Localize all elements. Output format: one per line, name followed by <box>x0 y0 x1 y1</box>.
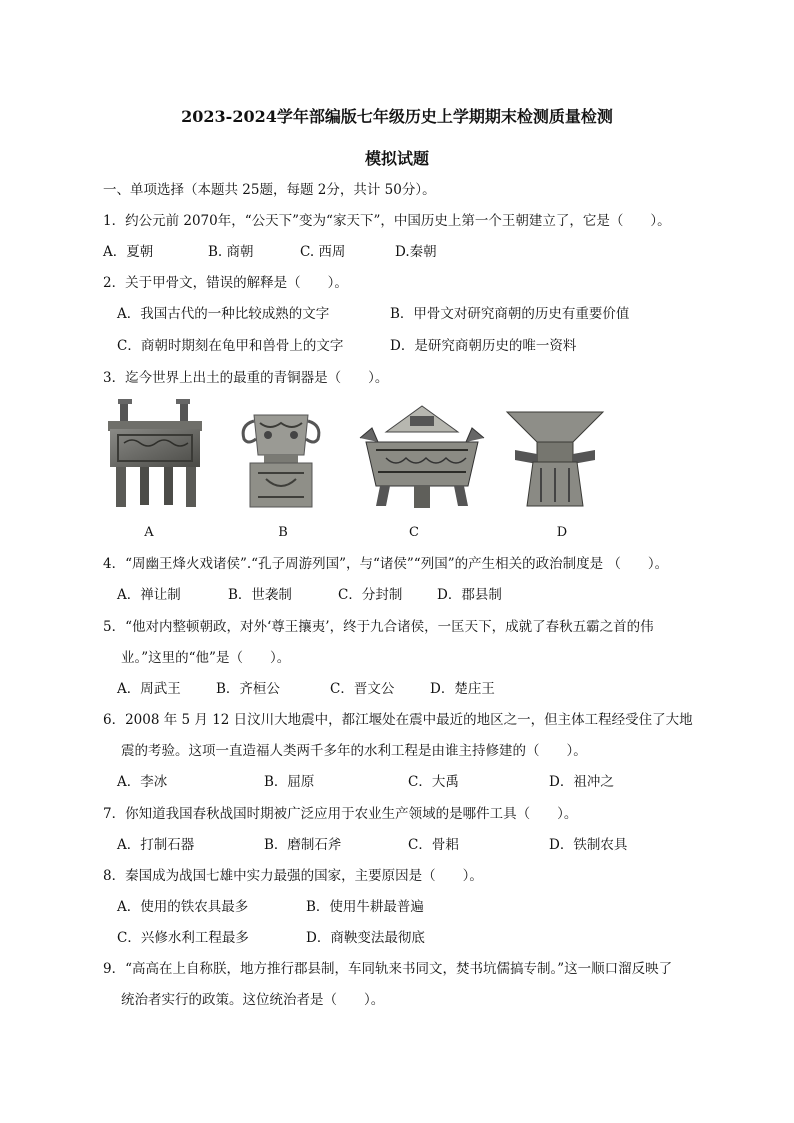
question-6-stem-line1: 6．2008 年 5 月 12 日汶川大地震中，都江堰处在震中最近的地区之一，但主体工程经受住了大地 <box>103 712 693 728</box>
question-8-option-c: C．兴修水利工程最多 <box>117 930 249 946</box>
question-5-stem-line2: 业。”这里的“他”是（ ）。 <box>121 650 291 666</box>
question-6-stem-line2: 震的考验。这项一直造福人类两千多年的水利工程是由谁主持修建的（ ）。 <box>121 743 587 759</box>
question-2-option-a: A．我国古代的一种比较成熟的文字 <box>117 306 330 322</box>
ritual-vessel-gui-icon <box>236 407 326 511</box>
question-8-stem: 8．秦国成为战国七雄中实力最强的国家，主要原因是（ ）。 <box>103 868 483 884</box>
question-5-option-c: C．晋文公 <box>330 681 395 697</box>
image-label-d: D <box>556 525 568 540</box>
image-label-a: A <box>144 525 154 540</box>
question-5-option-d: D．楚庄王 <box>430 681 495 697</box>
question-7-stem: 7．你知道我国春秋战国时期被广泛应用于农业生产领域的是哪件工具（ ）。 <box>103 806 578 822</box>
square-ding-icon <box>106 399 206 511</box>
gu-vessel-icon <box>505 406 605 510</box>
question-6-option-a: A．李冰 <box>117 774 168 790</box>
question-9-stem-line2: 统治者实行的政策。这位统治者是（ ）。 <box>121 992 385 1008</box>
question-4-option-c: C．分封制 <box>338 587 403 603</box>
question-4-stem: 4．“周幽王烽火戏诸侯”.“孔子周游列国”，与“诸侯”“列国”的产生相关的政治制度是 （ ）。 <box>103 556 669 572</box>
section-header: 一、单项选择（本题共 25题，每题 2分，共计 50分）。 <box>103 182 436 198</box>
question-7-option-b: B．磨制石斧 <box>264 837 342 853</box>
question-6-option-c: C．大禹 <box>408 774 459 790</box>
question-8-option-b: B．使用牛耕最普遍 <box>306 899 424 915</box>
question-5-option-b: B．齐桓公 <box>216 681 280 697</box>
question-5-option-a: A．周武王 <box>117 681 181 697</box>
question-2-option-b: B．甲骨文对研究商朝的历史有重要价值 <box>390 306 630 322</box>
question-1-option-c: C. 西周 <box>300 244 346 260</box>
question-1-option-a: A．夏朝 <box>103 244 154 260</box>
question-6-option-d: D．祖冲之 <box>549 774 614 790</box>
question-2-option-c: C．商朝时期刻在龟甲和兽骨上的文字 <box>117 338 344 354</box>
question-7-option-c: C．骨耜 <box>408 837 459 853</box>
question-9-stem-line1: 9．“高高在上自称朕，地方推行郡县制，车同轨来书同文，焚书坑儒搞专制。”这一顺口溜反映了 <box>103 961 673 977</box>
question-2-option-d: D．是研究商朝历史的唯一资料 <box>390 338 577 354</box>
question-5-stem-line1: 5．“他对内整顿朝政，对外‘尊王攘夷’，终于九合诸侯，一匡天下，成就了春秋五霸之首的伟 <box>103 619 654 635</box>
question-4-option-b: B．世袭制 <box>228 587 292 603</box>
question-8-option-d: D．商鞅变法最彻底 <box>306 930 425 946</box>
image-label-c: C <box>409 525 419 540</box>
question-3-stem: 3．迄今世界上出土的最重的青铜器是（ ）。 <box>103 370 389 386</box>
zun-pan-icon <box>356 402 488 512</box>
exam-subtitle: 模拟试题 <box>364 149 429 168</box>
exam-title: 2023-2024学年部编版七年级历史上学期期末检测质量检测 <box>181 107 613 126</box>
question-1-stem: 1．约公元前 2070年，“公天下”变为“家天下”，中国历史上第一个王朝建立了，它是（ ）。 <box>103 213 671 229</box>
question-2-stem: 2．关于甲骨文，错误的解释是（ ）。 <box>103 275 348 291</box>
image-label-b: B <box>278 525 288 540</box>
question-7-option-d: D．铁制农具 <box>549 837 628 853</box>
question-6-option-b: B．屈原 <box>264 774 315 790</box>
question-1-option-b: B. 商朝 <box>208 244 254 260</box>
question-1-option-d: D.秦朝 <box>395 244 437 260</box>
question-7-option-a: A．打制石器 <box>117 837 195 853</box>
question-4-option-d: D．郡县制 <box>437 587 502 603</box>
question-8-option-a: A．使用的铁农具最多 <box>117 899 249 915</box>
question-4-option-a: A．禅让制 <box>117 587 181 603</box>
